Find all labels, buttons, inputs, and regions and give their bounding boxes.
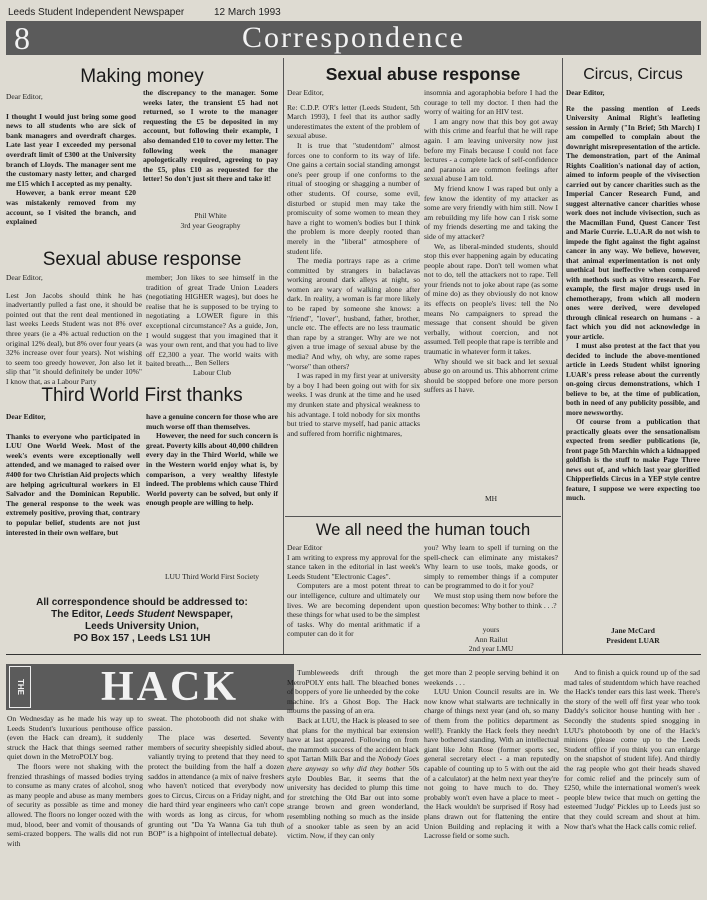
letter-body [566, 88, 700, 604]
paragraph: However, the need for such concern is great. Poverty kills about 40,000 children every day in the Third World, while we in the Western world enjoy what is, by comparison, a very wealthy lifestyle indeed. The problems which cause Third World poverty can be solved, but only if enough people are willing to help. [146, 431, 278, 508]
signature [424, 625, 558, 654]
paragraph: LUU Union Council results are in. We now know what stalwarts are technically in charge of things next year (and oh, so many of them from the politics department as well!). Frankly the Hack feels they needn't have bothered standing. With an intellectual giant like John Rose (former sports sec, general secretary elect - a man reputedly capable of counting up to 5 with out the aid of a calculator) at the helm next year they're not going to have much to do. They probably won't even have a place to meet - the Hack wouldn't be surprised if Rosy had plans drawn out for flattening the entire Union Building and replacing it with a Lacrosse field or some such. [424, 687, 559, 841]
address-line: Leeds University Union, [85, 621, 199, 632]
headline: Circus, Circus [583, 66, 683, 83]
signature-name: Phil White [194, 211, 227, 220]
signature-closing: yours [482, 625, 500, 634]
paragraph: Computers are a most potent threat to our intelligence, culture and ultimately our lives. We are becoming dependent upon these things for what used to be the simplest of tasks. Why do mental arithmatic if a computer can do it for [287, 581, 420, 639]
signature: LUU Third World First Society [164, 572, 260, 581]
signature-detail: 2nd year LMU [468, 644, 514, 654]
signature [566, 626, 700, 645]
headline: Third World First thanks [41, 385, 243, 406]
hack-col4 [424, 668, 559, 894]
headline: Sexual abuse response [325, 64, 521, 84]
signature-name: Ben Sellers [194, 358, 230, 367]
paragraph: I must also protest at the fact that you decided to include the above-mentioned article in Leeds Student whilst ignoring LUAR's press release about the currently on-going circus demonstrations, which I believe to be, at the time of publication, both in need of any publicity possible, and more newsworthy. [566, 341, 700, 417]
column-divider [562, 58, 563, 654]
letter-body-col1 [6, 92, 136, 244]
hack-badge: THE [9, 666, 31, 708]
column-divider [283, 58, 284, 654]
paragraph: The floors were not shaking with the frenzied thrashings of massed bodies trying to consume as many crates of alcohol, snog as many people and abuse as many members of security as possible as time and money allowed. The floors no longer oozed with the mud, blood, beer and vomit of thousands of semi-crazed boppers. The walls did not run with [7, 761, 143, 848]
paper-name: Leeds Student Independent Newspaper [8, 7, 185, 18]
paragraph: you? Why learn to spell if turning on the spell-check can eliminate any mistakes? Why learn to use tools, make goods, or simply to remember things if a computer can be programmed to do it for you? [424, 543, 558, 591]
hack-title: HACK [101, 664, 239, 710]
paragraph: And to finish a quick round up of the sad mad tales of studentdom which have reached the Hack's tender ears this last week. There's the story of the well off first year who took Daddy's solicitor house hunting with her . Secondly the students spied snogging in LUU's photobooth by one of the Hack's minions (please come up to the Leeds Student office if you think you can enlarge on the snapshot of student life). And thirdly the rag people who got their heads shaved for comic relief and the princely sum of £250, while the international women's week people blew twice that much on getting the esteemed 'Judge' Pickles up to Leeds just so that they could scream and shout at him. Now that's what the Hack calls comic relief. [564, 668, 700, 831]
paragraph: Re: C.D.P. O'R's letter (Leeds Student, 5th March 1993), I feel that its author sadly underestimates the extent of the problem of sexual abuse. [287, 102, 420, 141]
letter-body-col1 [287, 543, 420, 653]
salutation: Dear Editor, [6, 412, 46, 421]
letter-body-col2 [424, 88, 558, 488]
page-number: 8 [14, 20, 30, 56]
hack-col3 [287, 668, 419, 894]
hack-col5 [564, 668, 700, 894]
hack-col1 [7, 714, 143, 894]
paragraph: It is true that "studentdom" almost forces one to conform to its way of life. One gains a certain social standing amongst one's peer group if one conforms to the ritual of stooging or shagging a number of other students. Of course, some evil, disturbed or stupid men may take the promiscuity of some women to mean they have a right to women's bodies but I think the problem is more deeply rooted than merely in the "liberal" atmosphere of student life. [287, 140, 420, 256]
paragraph: However, a bank error meant £20 was mistakenly removed from my account, so I visited the branch, and explained [6, 188, 136, 227]
signature-detail: Labour Club [192, 367, 232, 377]
paragraph: member; Jon likes to see himself in the tradition of great Trade Union Leaders (negotiating HIGHER wages), but does he realise that he is supposed to be trying to negotiating a LOWER figure in this exceptional circumstance? As a guide, Jon, I would suggest that you imagined that it was your own rent, and that you had to live off £2,300 a year. The world waits with baited breath.... [146, 273, 278, 369]
salutation: Dear Editor, [6, 273, 43, 282]
hack-col2 [148, 714, 284, 894]
paragraph: The media portrays rape as a crime committed by strangers in balaclavas working around dark alleys at night, so women are wary of walking alone after dark. In reality, a woman is far more likely to be raped by someone she knows: a "friend", "lover", husband, father, brother, uncle etc. The effects are no less traumatic than rape by a stranger. Why are we not given a true image of sexual abuse by the media? And why, oh why, are some rapes "worse" than others? [287, 256, 420, 371]
paragraph: get more than 2 people serving behind it on weekends . . . [424, 668, 559, 687]
signature-name: Ann Railut [474, 634, 508, 644]
paragraph: I am writing to express my approval for the stance taken in the editorial in last week's Leeds Student "Electronic Cages". [287, 552, 420, 581]
paragraph: We, as liberal-minded students, should stop this ever happening again by educating people about rape. Don't tell women what not to do, tell the attackers not to rape. Tell your friends not to joke about rape (as some of mine do) as they obviously do not know its effects on people's lives: tell the No means No campaigners to spread the message that consent should be given verbally, without coercion, and not assumed. Tell people that rape is terrible and traumatic in whatever form it takes. [424, 241, 558, 357]
issue-date: 12 March 1993 [214, 7, 281, 18]
paragraph: Of course from a publication that practically gloats over the sensationalism expected from seedier publications (ie, front page 5th Marchin which a kidnapped goldfish is the stuff to make Page Three news out of, and which last year glorified Chipperfields Circus in a YEP style centre feature, I suppose we were expecting too much. [566, 417, 700, 502]
paragraph: Thanks to everyone who participated in LUU One World Week. Most of the week's events were exceptionally well attended, and we managed to raised over #400 for two Christian Aid projects which are helping agricultural workers in El Salvador and the Dominican Republic. The general response to the week was extremely positive, proving that, contrary to popular belief, students are not just interested in their own welfare, but [6, 431, 140, 537]
section-divider [6, 654, 701, 655]
paragraph: Re the passing mention of Leeds University Animal Right's leafleting session in Armly ("In Brief; 5th March) I am compelled to complain about the downright misrepresentation of the article. The demonstration, part of the Animal Rights Coalition's national day of action, aimed to inform people of the vivisection carried out by cancer charities such as the Imperial Cancer Research Fund, and suggest alternative cancer charities whose work does not include vivisection, such as the Macmillan Fund, Quest Cancer Test and Marie Currie. L.U.A.R do not wish to impede the fight against the fight against cancer in any way. We believe, however, that animal experimentation is not only unethical but ineffective when compared with methods such as vitro research. For example, the first major drugs used in chemotherapy, from which all modern ones were derived, were developed through clinical research on humans - a fact which you did not acknowledge in your article. [566, 103, 700, 341]
paragraph: I was raped in my first year at university by a boy I had been going out with for six weeks. I was drunk at the time and he used my drunken state and physical weakness to his advantage. I told nobody for six months but tried to starve myself, had panic attacks and suffered from horrific nightmares, [287, 371, 420, 438]
signature-detail: 3rd year Geography [180, 220, 241, 230]
headline: Sexual abuse response [42, 249, 242, 270]
signature-name: Jane McCard [611, 626, 655, 635]
salutation: Dear Editor, [287, 88, 324, 97]
paragraph: My friend know I was raped but only a few know the identity of my attacker as some are very friendly with him still. Now I am rebuilding my life how can I risk some of my friends deserting me and taking the side of my attacker? [424, 183, 558, 241]
section-title: Correspondence [242, 21, 465, 54]
address-line: The Editor, Leeds Student Newspaper, [51, 609, 233, 620]
letter-body-col1 [6, 273, 142, 386]
paragraph: the discrepancy to the manager. Some weeks later, the transient £5 had not returned, so I wrote to the manager requesting the £5 be deposited in my account, but following their example, I also demanded £10 to cover my letter. The following week the manager apologetically required, agreeing to pay the £5, plus £10 as requested for the letter! So don't just sit there and take it! [143, 88, 278, 184]
address-box [6, 597, 278, 645]
salutation: Dear Editor, [566, 88, 605, 97]
letter-body-col2 [146, 412, 278, 567]
signature-detail: President LUAR [606, 635, 660, 645]
paragraph: insomnia and agoraphobia before I had the courage to tell my doctor. I then had the worry of waiting for an HIV test. [424, 88, 558, 117]
paragraph: The place was deserted. Seventy members of security sheepishly sidled about, valiantly trying to pretend that they need to protect the building from the half a dozen saddos in attendance (a mix of naive freshers who haven't noticed that everybody now goes to Circus, Circus on a Friday night, and die hard third year engineers who can't cope with words as long as circus, for whom grunting out "Da Ya Wanna Ga tuh thuh BOP" is a highpoint of intellectual debate). [148, 733, 284, 839]
paragraph: have a genuine concern for those who are much worse off than themselves. [146, 412, 279, 431]
letter-body-col1 [287, 88, 420, 518]
headline: We all need the human touch [315, 521, 531, 539]
paragraph: Lest Jon Jacobs should think he has inadvertantly pulled a fast one, it should be pointed out that the rent deal mentioned in last weeks Leeds Student was not 8% over three years (ie a 4% actual reduction on the original 12% deal), but 8% over four years (a 32% increase over four years). Not wishing to seem too greedy however, Jon also let it slip that "it should definitely be under 10%" I know that, as a Labour Party [6, 290, 142, 386]
headline: Making money [80, 66, 204, 87]
paragraph: Why should we sit back and let sexual abuse go on around us. This abhorrent crime should be stopped before one more person suffers as I have. [424, 356, 558, 395]
letter-body-col1 [6, 412, 140, 584]
signature [143, 211, 278, 230]
address-intro: All correspondence should be addressed to: [36, 597, 248, 608]
letter-body-col2 [143, 88, 278, 206]
paragraph: sweat. The photobooth did not shake with passion. [148, 714, 284, 733]
paragraph: On Wednesday as he made his way up to Leeds Student's luxurious penthouse office (even the Hack can dream), it suddenly struck the Hack that things seemed rather quiet down in the MetroPOLY bog. [7, 714, 143, 762]
paragraph: We must stop using them now before the question becomes: Why bother to think . . .? [424, 590, 558, 610]
signature: MH [484, 494, 498, 503]
paragraph: Back at LUU, the Hack is pleased to see that plans for the mythical bar extension have at last appeared. Following on from the mammoth success of the accident black spot Tartan Milk Bar and the Nobody Goes there anyway so why did they bother 50s style Doubles Bar, it seems that the university has decided to plump this time for stretching the Old Bar out into some strange brown and green wonderland, resembling nothing so much as the inside of a snooker table as seen by an acid victim. Now, if they can only [287, 715, 420, 841]
paragraph: I am angry now that this boy got away with this crime and fearful that he will rape again. I am leaving university now just before my Finals because I could not face lectures - a complete lack of self-confidence and paranoia are common feelings after sexual abuse I am told. [424, 116, 558, 184]
letter-body-col2 [424, 543, 558, 615]
paragraph: I thought I would just bring some good news to all students who are sick of bank managers and overdraft charges. Late last year I exceeded my personal overdraft limit of £300 at the University branch of Lloyds. The manager sent me the customary nasty letter, and charged me £15 which I accepted as my penalty. [6, 111, 136, 188]
address-line: PO Box 157 , Leeds LS1 1UH [73, 633, 211, 644]
salutation: Dear Editor, [6, 92, 43, 101]
box-divider [285, 516, 561, 517]
paragraph: Tumbleweeds drift through the MetroPOLY ents hall. The bleached bones of boppers of yore lie unheeded by the coke machine. It's a Ghost Bop. The Hack mourns the passing of an era. [287, 668, 419, 716]
salutation: Dear Editor [287, 543, 323, 552]
signature [146, 358, 278, 377]
